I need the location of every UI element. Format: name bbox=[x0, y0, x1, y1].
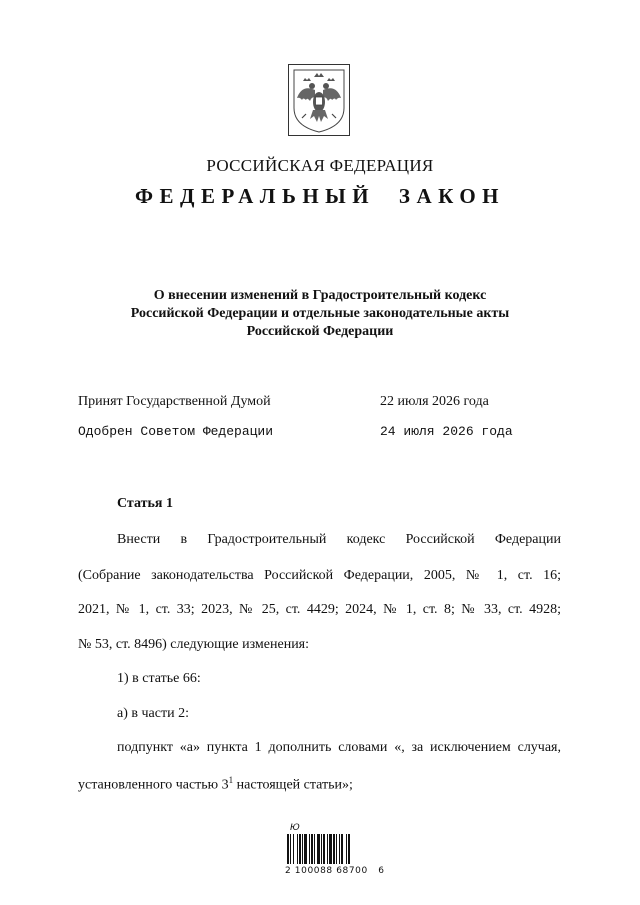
law-title bbox=[100, 287, 540, 341]
superscript-number: 1 bbox=[228, 775, 234, 785]
article-subitem: а) в части 2: bbox=[117, 706, 189, 721]
law-title-line: Российской Федерации bbox=[246, 324, 394, 339]
article-text-line: Внести в Градостроительный кодекс Российской Федерации bbox=[117, 532, 561, 547]
article-text-line: 2021, № 1, ст. 33; 2023, № 25, ст. 4429; 2024, № 1, ст. 8; № 33, ст. 4928; bbox=[78, 602, 561, 617]
article-text-segment: настоящей статьи»; bbox=[233, 777, 353, 793]
duma-adoption-label: Принят Государственной Думой bbox=[78, 394, 271, 409]
law-title-line: О внесении изменений в Градостроительный кодекс bbox=[153, 288, 487, 303]
article-text-line: (Собрание законодательства Российской Федерации, 2005, № 1, ст. 16; bbox=[78, 568, 561, 583]
country-heading: РОССИЙСКАЯ ФЕДЕРАЦИЯ bbox=[206, 156, 434, 175]
article-item: 1) в статье 66: bbox=[117, 671, 201, 686]
article-text-line: № 53, ст. 8496) следующие изменения: bbox=[78, 637, 310, 652]
article-text-line bbox=[78, 775, 561, 794]
barcode-number: 2 100088 68700 6 bbox=[285, 866, 385, 876]
duma-adoption-date: 22 июля 2026 года bbox=[380, 394, 489, 409]
council-approval-label: Одобрен Советом Федерации bbox=[78, 424, 274, 439]
barcode bbox=[286, 834, 368, 864]
article-text-segment: установленного частью 3 bbox=[78, 777, 229, 793]
registration-mark: Ю bbox=[290, 823, 300, 833]
article-text-line: подпункт «а» пункта 1 дополнить словами «, за исключением случая, bbox=[117, 740, 561, 755]
coat-of-arms-emblem bbox=[288, 64, 350, 136]
article-heading: Статья 1 bbox=[117, 496, 173, 511]
council-approval-date: 24 июля 2026 года bbox=[380, 424, 513, 439]
law-title-line: Российской Федерации и отдельные законодательные акты bbox=[130, 306, 510, 321]
document-type-heading: ФЕДЕРАЛЬНЫЙ ЗАКОН bbox=[135, 184, 505, 208]
